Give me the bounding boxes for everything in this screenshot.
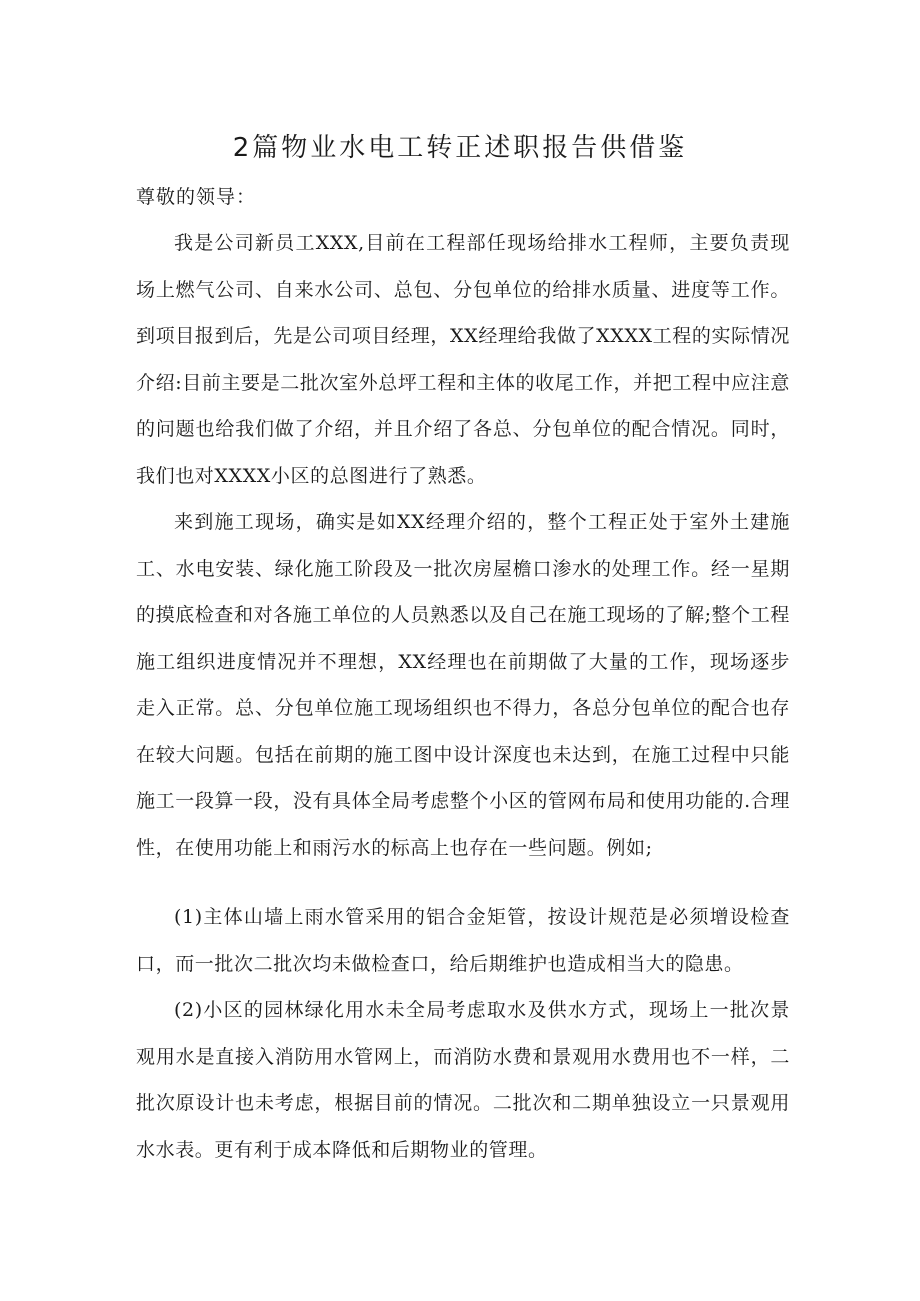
paragraph-item-1: (1)主体山墙上雨水管采用的铝合金矩管，按设计规范是必须增设检查口，而一批次二批次均未做检查口，给后期维护也造成相当大的隐患。	[136, 906, 790, 975]
paragraph-site-situation: 来到施工现场，确实是如XX经理介绍的，整个工程正处于室外土建施工、水电安装、绿化施工阶段及一批次房屋檐口渗水的处理工作。经一星期的摸底检查和对各施工单位的人员熟悉以及自己在施工现场的了解;整个工程施工组织进度情况并不理想，XX经理也在前期做了大量的工作，现场逐步走入正常。总、分包单位施工现场组织也不得力，各总分包单位的配合也存在较大问题。包括在前期的施工图中设计深度也未达到，在施工过程中只能施工一段算一段，没有具体全局考虑整个小区的管网布局和使用功能的.合理性，在使用功能上和雨污水的标高上也存在一些问题。例如;	[136, 511, 790, 859]
document-title: 2篇物业水电工转正述职报告供借鉴	[232, 133, 688, 163]
paragraph-intro: 我是公司新员工XXX,目前在工程部任现场给排水工程师，主要负责现场上燃气公司、自来水公司、总包、分包单位的给排水质量、进度等工作。到项目报到后，先是公司项目经理，XX经理给我做了XXXX工程的实际情况介绍:目前主要是二批次室外总坪工程和主体的收尾工作，并把工程中应注意的问题也给我们做了介绍，并且介绍了各总、分包单位的配合情况。同时，我们也对XXXX小区的总图进行了熟悉。	[136, 232, 790, 487]
greeting: 尊敬的领导：	[136, 186, 257, 208]
paragraph-item-2: (2)小区的园林绿化用水未全局考虑取水及供水方式，现场上一批次景观用水是直接入消防用水管网上，而消防水费和景观用水费用也不一样，二批次原设计也未考虑，根据目前的情况。二批次和二期单独设立一只景观用水水表。更有利于成本降低和后期物业的管理。	[136, 999, 790, 1161]
